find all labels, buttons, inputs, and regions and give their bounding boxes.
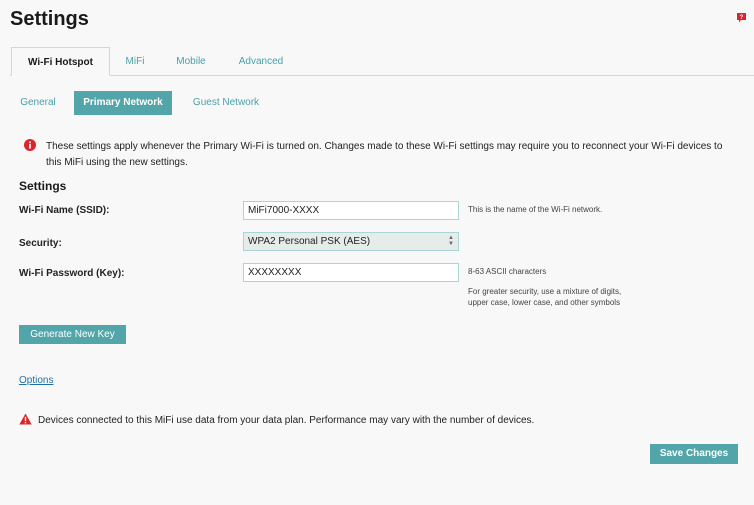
security-label: Security: [19, 238, 62, 249]
password-label: Wi-Fi Password (Key): [19, 268, 125, 279]
warning-triangle-icon [19, 413, 32, 425]
svg-text:?: ? [739, 14, 744, 21]
subtab-guest-network[interactable]: Guest Network [192, 97, 260, 108]
tab-mifi[interactable]: MiFi [125, 56, 145, 67]
ssid-hint: This is the name of the Wi-Fi network. [468, 205, 603, 214]
generate-new-key-button[interactable]: Generate New Key [19, 325, 126, 344]
ssid-label: Wi-Fi Name (SSID): [19, 205, 110, 216]
settings-section-title: Settings [19, 179, 67, 193]
password-input[interactable] [243, 263, 459, 282]
page-title: Settings [10, 8, 89, 30]
ssid-input[interactable] [243, 201, 459, 220]
password-length-hint: 8-63 ASCII characters [468, 267, 547, 276]
password-security-hint-2: upper case, lower case, and other symbols [468, 298, 621, 307]
info-message: These settings apply whenever the Primary Wi-Fi is turned on. Changes made to these Wi-Fi settings may require you to reconnect your Wi-Fi devices to this MiFi using the new settings. [46, 141, 723, 168]
security-select-value: WPA2 Personal PSK (AES) [248, 236, 371, 247]
select-arrows-icon: ▲ ▼ [448, 235, 454, 247]
tab-advanced[interactable]: Advanced [238, 56, 284, 67]
tab-wifi-hotspot[interactable]: Wi-Fi Hotspot [11, 47, 110, 76]
subtab-primary-network[interactable]: Primary Network [74, 91, 172, 115]
security-select[interactable] [243, 232, 459, 251]
data-usage-warning: Devices connected to this MiFi use data from your data plan. Performance may vary with the number of devices. [38, 415, 535, 426]
help-icon[interactable] [736, 12, 747, 23]
tab-mobile[interactable]: Mobile [176, 56, 206, 67]
password-security-hint-1: For greater security, use a mixture of digits, [468, 287, 622, 296]
subtab-general[interactable]: General [20, 97, 56, 108]
options-link[interactable]: Options [19, 375, 54, 386]
save-changes-button[interactable]: Save Changes [650, 444, 738, 464]
info-circle-icon [24, 139, 36, 151]
